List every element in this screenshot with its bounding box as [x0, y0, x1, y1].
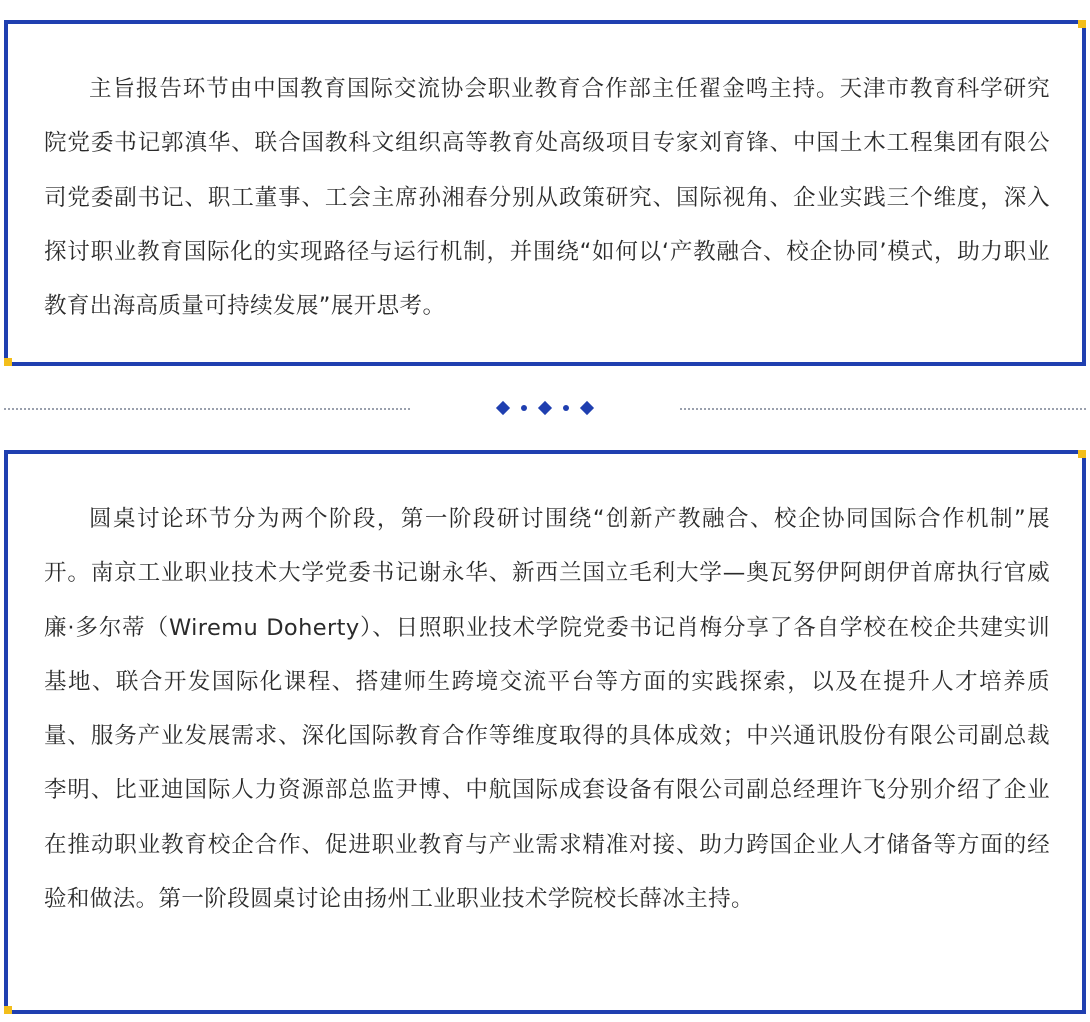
diamond-icon	[580, 401, 594, 415]
diamond-icon	[496, 401, 510, 415]
divider-dotted-line-right	[680, 408, 1086, 410]
corner-accent-bottom-left	[4, 1006, 12, 1014]
dot-icon	[521, 405, 527, 411]
divider-ornament	[495, 398, 595, 418]
corner-accent-top-right	[1078, 20, 1086, 28]
report-section-frame	[4, 20, 1086, 366]
dot-icon	[563, 405, 569, 411]
corner-accent-bottom-left	[4, 358, 12, 366]
diamond-icon	[538, 401, 552, 415]
divider-dotted-line-left	[4, 408, 410, 410]
keynote-paragraph: 主旨报告环节由中国教育国际交流协会职业教育合作部主任翟金鸣主持。天津市教育科学研究院党委书记郭滇华、联合国教科文组织高等教育处高级项目专家刘育锋、中国土木工程集团有限公司党委副书记、职工董事、工会主席孙湘春分别从政策研究、国际视角、企业实践三个维度，深入探讨职业教育国际化的实现路径与运行机制，并围绕“如何以‘产教融合、校企协同’模式，助力职业教育出海高质量可持续发展”展开思考。	[44, 76, 1050, 320]
roundtable-paragraph: 圆桌讨论环节分为两个阶段，第一阶段研讨围绕“创新产教融合、校企协同国际合作机制”展开。南京工业职业技术大学党委书记谢永华、新西兰国立毛利大学—奥瓦努伊阿朗伊首席执行官威廉·多尔蒂（Wiremu Doherty）、日照职业技术学院党委书记肖梅分享了各自学校在校企共建实训基地、联合开发国际化课程、搭建师生跨境交流平台等方面的实践探索，以及在提升人才培养质量、服务产业发展需求、深化国际教育合作等维度取得的具体成效；中兴通讯股份有限公司副总裁李明、比亚迪国际人力资源部总监尹博、中航国际成套设备有限公司副总经理许飞分别介绍了企业在推动职业教育校企合作、促进职业教育与产业需求精准对接、助力跨国企业人才储备等方面的经验和做法。第一阶段圆桌讨论由扬州工业职业技术学院校长薛冰主持。	[44, 506, 1050, 913]
corner-accent-top-right	[1078, 450, 1086, 458]
roundtable-section-frame	[4, 450, 1086, 1014]
section-divider	[0, 396, 1090, 420]
